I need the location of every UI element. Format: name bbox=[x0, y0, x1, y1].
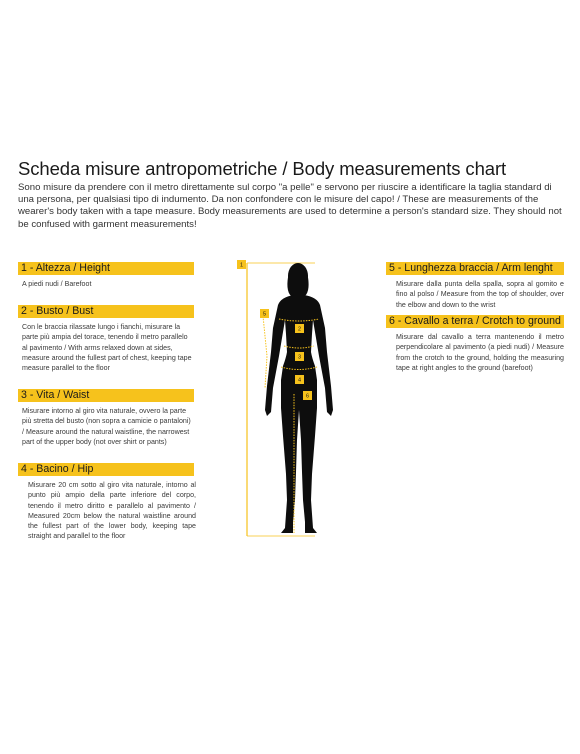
section-crotch-title: 6 - Cavallo a terra / Crotch to ground bbox=[386, 315, 564, 328]
section-waist-text: Misurare intorno al giro vita naturale, ovvero la parte più stretta del busto (non sopra a camicie o pantaloni) / Measure around the natural waistline, the narrowest part of the upper body (not over shirt or pants) bbox=[22, 407, 191, 446]
section-bust bbox=[18, 305, 194, 373]
marker-3: 3 bbox=[297, 354, 302, 361]
section-crotch-text: Misurare dal cavallo a terra mantenendo il metro perpendicolare al pavimento (a piedi nudi) / Measure from the crotch to the ground, holding the measuring tape at right angles to the ground (barefoot) bbox=[396, 333, 564, 372]
marker-5: 5 bbox=[262, 311, 267, 318]
page-title: Scheda misure antropometriche / Body measurements chart bbox=[18, 158, 507, 179]
marker-4: 4 bbox=[297, 377, 302, 384]
section-waist-title: 3 - Vita / Waist bbox=[18, 389, 194, 402]
marker-6: 6 bbox=[305, 393, 310, 400]
section-hip-text: Misurare 20 cm sotto al giro vita naturale, intorno al punto più ampio della parte inferiore del corpo, tenendo il metro diritto e parallelo al pavimento / Measured 20cm below the natural waistline around the fullest part of the lower body, keeping tape straight and parallel to the floor bbox=[28, 481, 196, 541]
arm-line bbox=[263, 316, 267, 388]
section-arm-length bbox=[386, 262, 564, 310]
section-hip-title: 4 - Bacino / Hip bbox=[18, 463, 194, 476]
woman-silhouette bbox=[262, 263, 333, 533]
section-height-text: A piedi nudi / Barefoot bbox=[22, 280, 92, 288]
section-height-title: 1 - Altezza / Height bbox=[18, 262, 194, 275]
section-hip bbox=[18, 463, 194, 542]
section-crotch bbox=[386, 315, 564, 373]
section-arm-length-text: Misurare dalla punta della spalla, sopra al gomito e fino al polso / Measure from the top of shoulder, over the elbow and down to the wrist bbox=[396, 280, 564, 309]
body-silhouette-figure bbox=[233, 260, 333, 544]
marker-2: 2 bbox=[297, 326, 302, 333]
section-bust-title: 2 - Busto / Bust bbox=[18, 305, 194, 318]
marker-1: 1 bbox=[239, 262, 244, 269]
section-bust-text: Con le braccia rilassate lungo i fianchi, misurare la parte più ampia del torace, tenendo il metro parallelo al pavimento / With arms relaxed down at sides, measure around the fullest part of chest, keeping tape measure parallel to the floor bbox=[22, 323, 192, 373]
section-waist bbox=[18, 389, 194, 447]
intro-text: Sono misure da prendere con il metro direttamente sul corpo "a pelle" e servono per riuscire a identificare la taglia standard di una persona, per qualsiasi tipo di indumento. Da non confondere con le misure del capo! / These are measurements of the wearer's body taken with a tape measure. Body measurements are used to determine a person's standard size. They should not be confused with garment measurements! bbox=[18, 182, 562, 230]
section-arm-length-title: 5 - Lunghezza braccia / Arm lenght bbox=[386, 262, 564, 275]
section-height bbox=[18, 262, 194, 289]
